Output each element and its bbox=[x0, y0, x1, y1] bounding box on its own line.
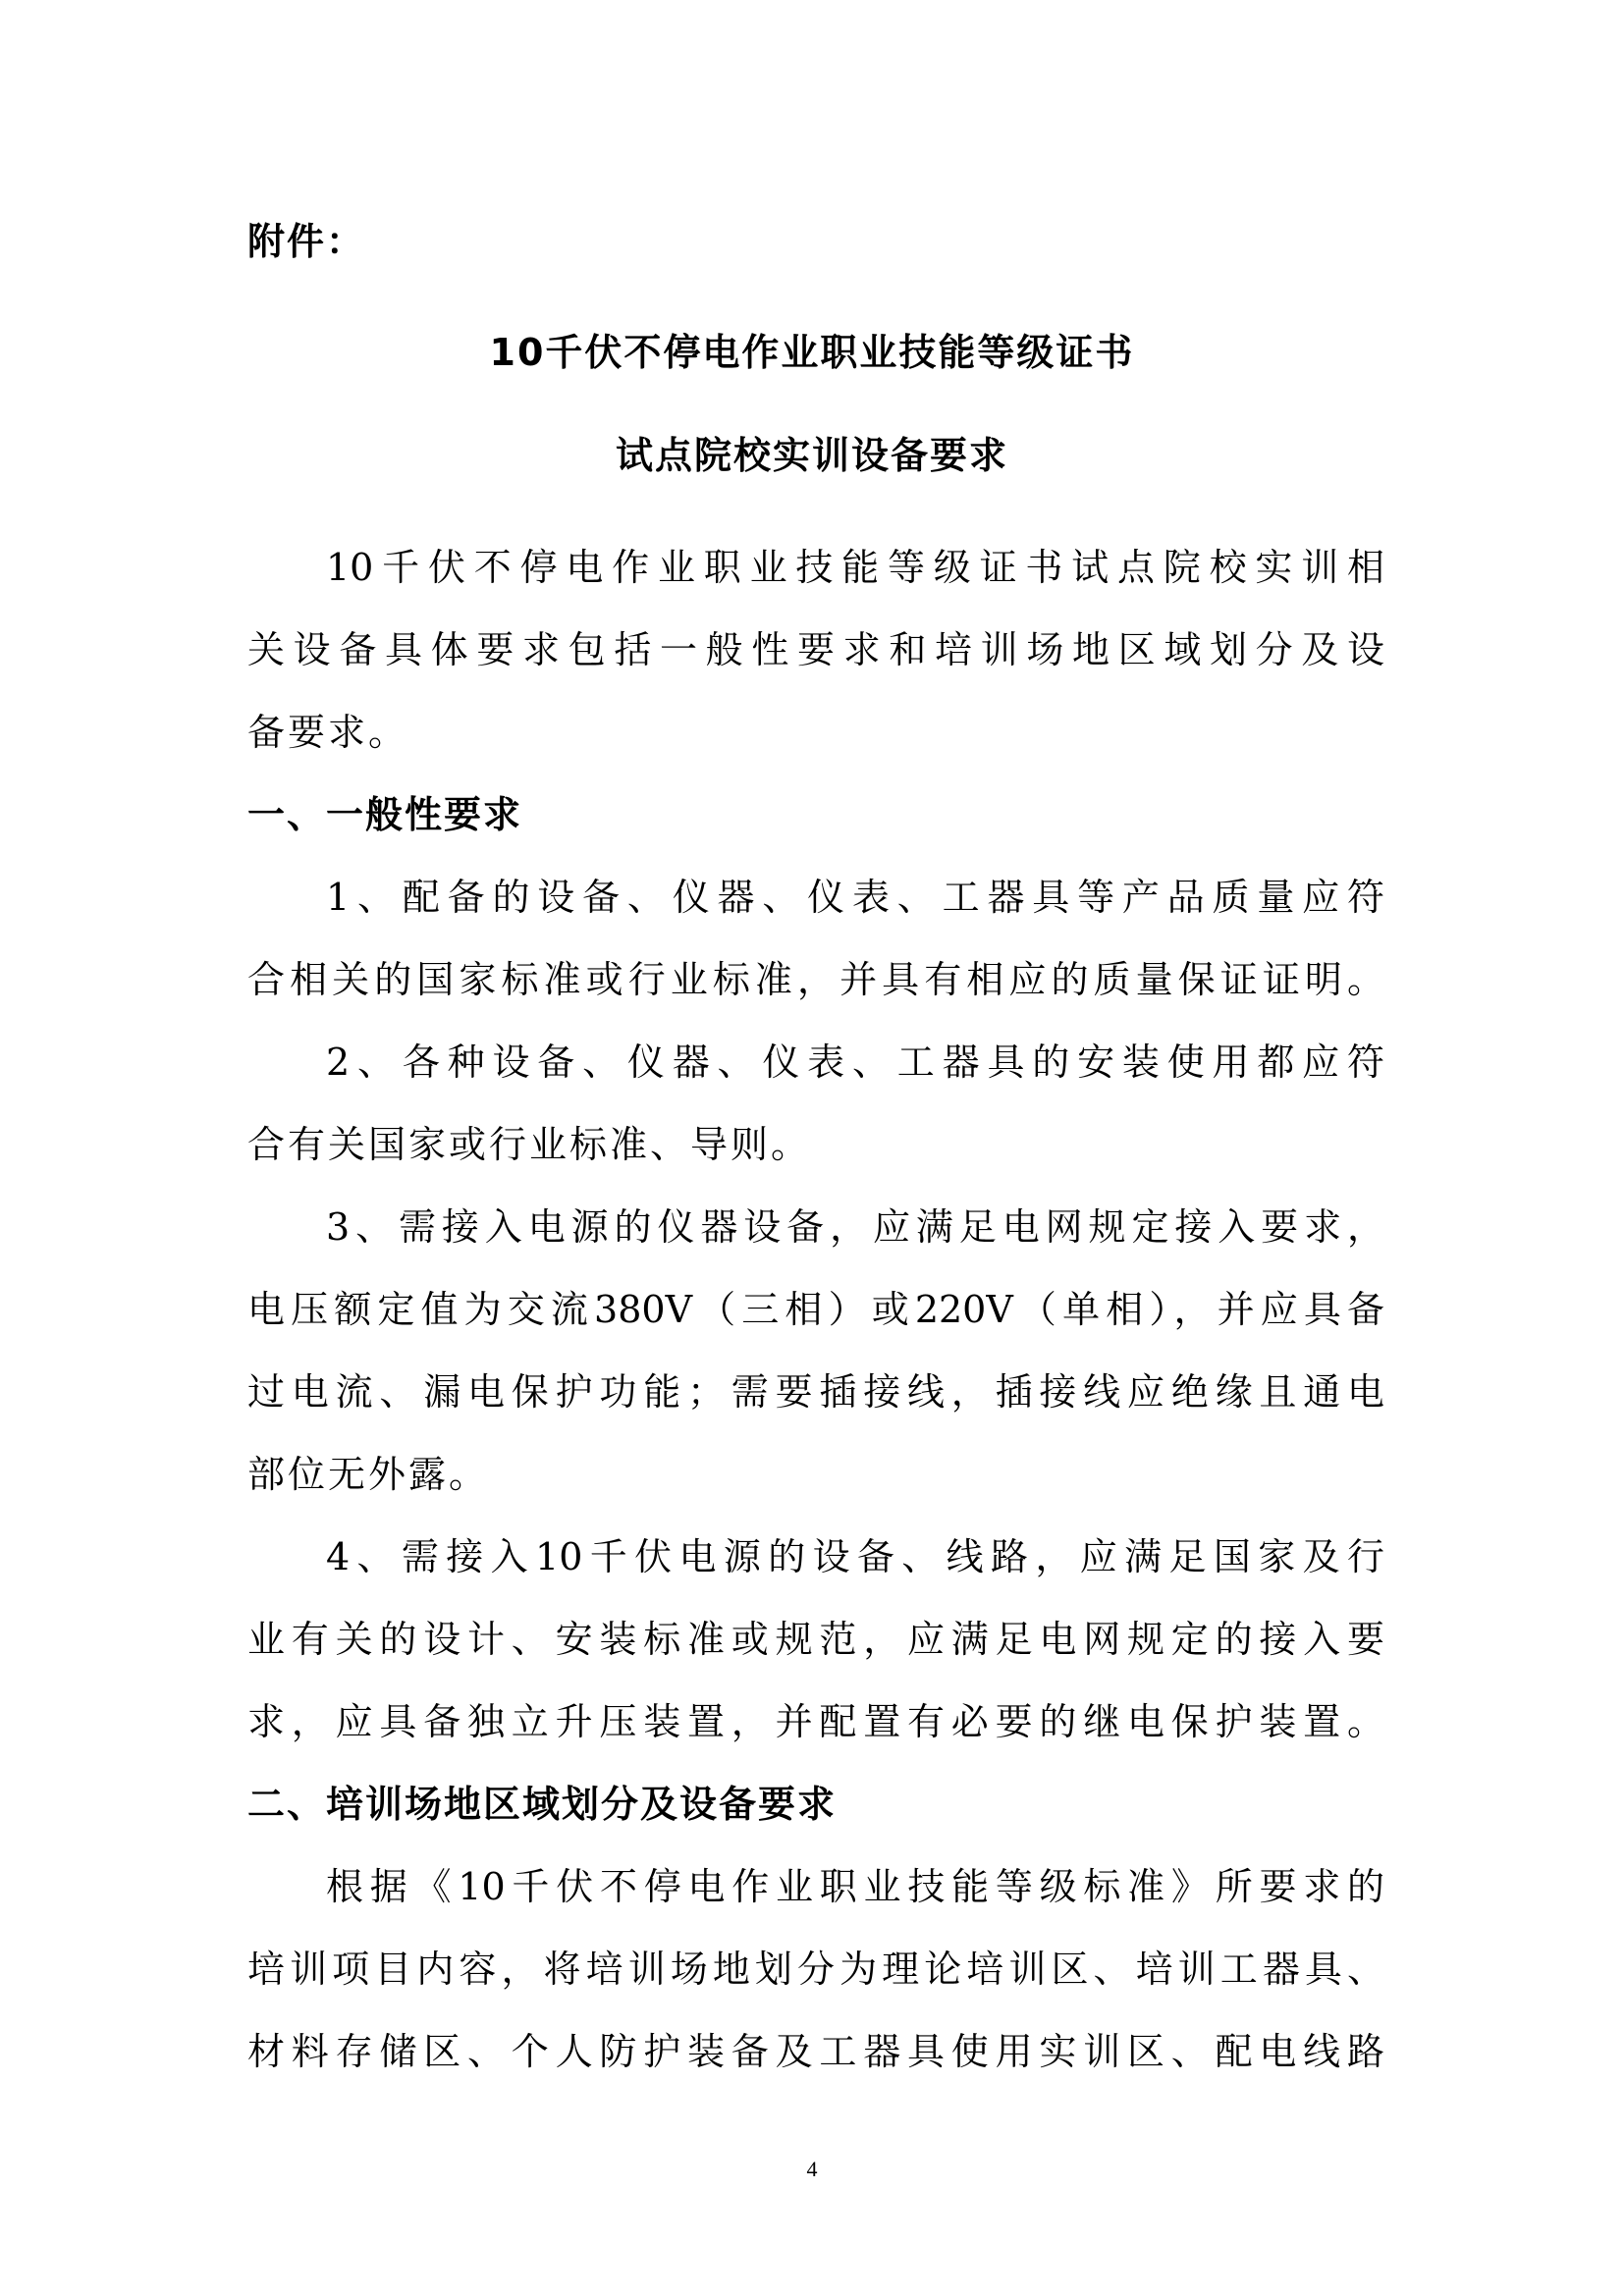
section2-line-2: 培训项目内容，将培训场地划分为理论培训区、培训工器具、 bbox=[247, 1948, 1384, 1991]
section2-line-3: 材料存储区、个人防护装备及工器具使用实训区、配电线路 bbox=[247, 2030, 1384, 2073]
item4-line-1: 4、需接入10千伏电源的设备、线路，应满足国家及行 bbox=[326, 1535, 1384, 1578]
item3-line-1: 3、需接入电源的仪器设备，应满足电网规定接入要求， bbox=[326, 1205, 1384, 1249]
item3-line-3: 过电流、漏电保护功能；需要插接线，插接线应绝缘且通电 bbox=[247, 1370, 1384, 1414]
item2-line-2: 合有关国家或行业标准、导则。 bbox=[247, 1123, 812, 1166]
intro-line-1: 10千伏不停电作业职业技能等级证书试点院校实训相 bbox=[326, 546, 1384, 589]
attachment-label: 附件： bbox=[247, 220, 366, 263]
title-line-1: 10千伏不停电作业职业技能等级证书 bbox=[489, 331, 1135, 374]
section2-heading: 二、培训场地区域划分及设备要求 bbox=[247, 1783, 838, 1826]
item4-line-3: 求，应具备独立升压装置，并配置有必要的继电保护装置。 bbox=[247, 1700, 1384, 1743]
section2-line-1: 根据《10千伏不停电作业职业技能等级标准》所要求的 bbox=[326, 1865, 1384, 1908]
item3-line-4: 部位无外露。 bbox=[247, 1453, 490, 1496]
item2-line-1: 2、各种设备、仪器、仪表、工器具的安装使用都应符 bbox=[326, 1041, 1384, 1084]
intro-line-3: 备要求。 bbox=[247, 711, 409, 754]
item1-line-1: 1、配备的设备、仪器、仪表、工器具等产品质量应符 bbox=[326, 876, 1384, 919]
item1-line-2: 合相关的国家标准或行业标准，并具有相应的质量保证证明。 bbox=[247, 958, 1384, 1001]
intro-line-2: 关设备具体要求包括一般性要求和培训场地区域划分及设 bbox=[247, 628, 1384, 671]
item3-line-2: 电压额定值为交流380V（三相）或220V（单相），并应具备 bbox=[247, 1288, 1384, 1331]
page-number: 4 bbox=[806, 2157, 818, 2181]
section1-heading: 一、一般性要求 bbox=[247, 793, 523, 836]
item4-line-2: 业有关的设计、安装标准或规范，应满足电网规定的接入要 bbox=[247, 1618, 1384, 1661]
title-line-2: 试点院校实训设备要求 bbox=[615, 434, 1008, 477]
